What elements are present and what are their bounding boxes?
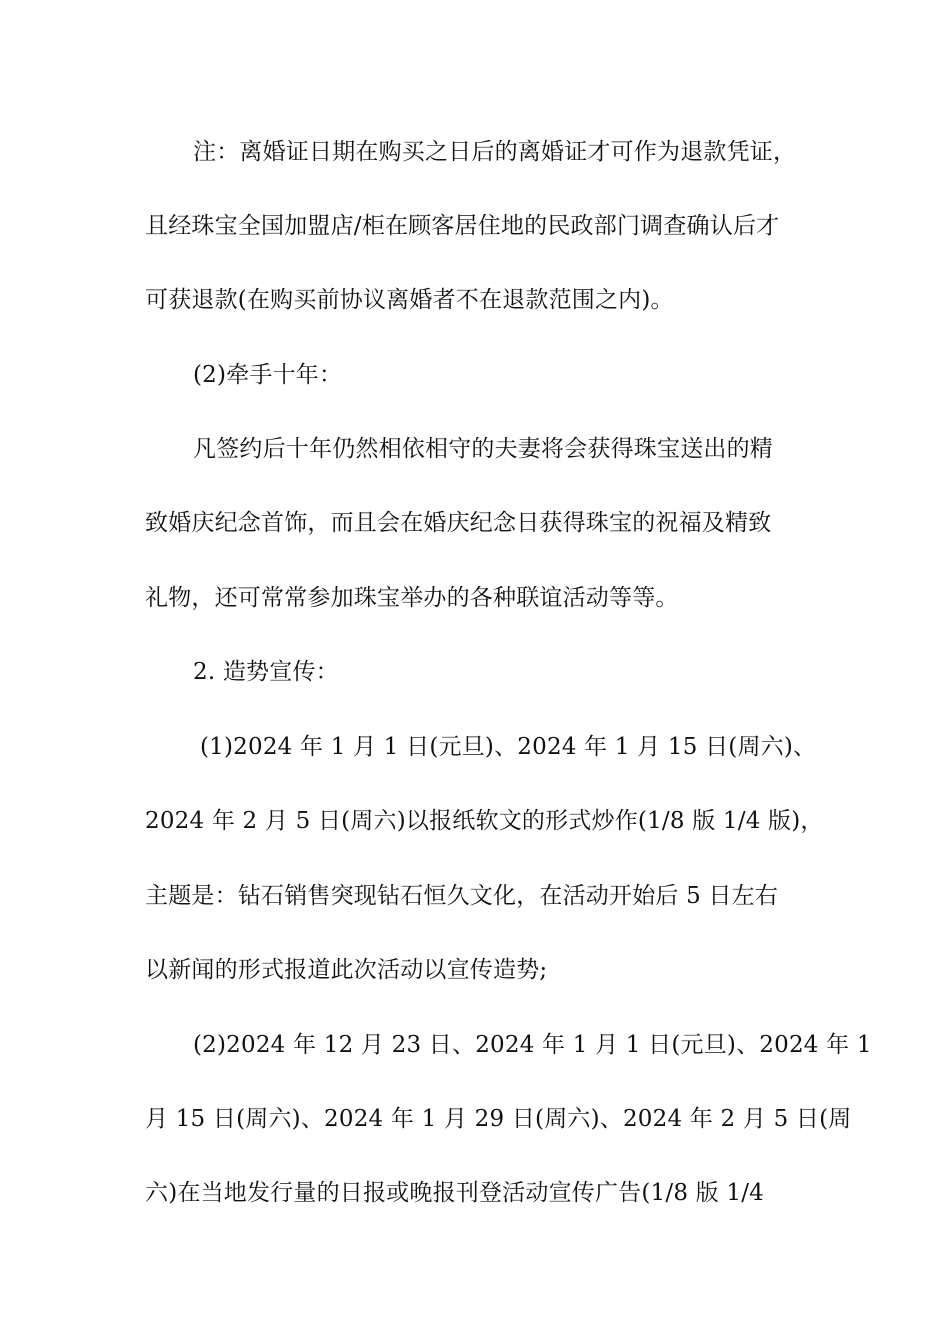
paragraph-line: 礼物，还可常常参加珠宝举办的各种联谊活动等等。 bbox=[145, 585, 679, 611]
paragraph-line: 六)在当地发行量的日报或晚报刊登活动宣传广告(1/8 版 1/4 bbox=[145, 1180, 764, 1206]
paragraph-line: 可获退款(在购买前协议离婚者不在退款范围之内)。 bbox=[145, 287, 674, 313]
paragraph-line: 且经珠宝全国加盟店/柜在顾客居住地的民政部门调查确认后才 bbox=[145, 213, 780, 239]
paragraph-line: (2)2024 年 12 月 23 日、2024 年 1 月 1 日(元旦)、2024 年 1 bbox=[193, 1032, 872, 1058]
section-heading: 2. 造势宣传： bbox=[193, 659, 339, 685]
paragraph-line: 月 15 日(周六)、2024 年 1 月 29 日(周六)、2024 年 2 月 5 日(周 bbox=[145, 1106, 852, 1132]
paragraph-line: (1)2024 年 1 月 1 日(元旦)、2024 年 1 月 15 日(周六)、 bbox=[200, 734, 817, 760]
paragraph-line: 2024 年 2 月 5 日(周六)以报纸软文的形式炒作(1/8 版 1/4 版)， bbox=[145, 808, 824, 834]
paragraph-line: 致婚庆纪念首饰，而且会在婚庆纪念日获得珠宝的祝福及精致 bbox=[145, 510, 772, 536]
paragraph-line: 注：离婚证日期在购买之日后的离婚证才可作为退款凭证， bbox=[193, 139, 797, 165]
paragraph-line: 以新闻的形式报道此次活动以宣传造势; bbox=[145, 957, 548, 983]
paragraph-line: 主题是：钻石销售突现钻石恒久文化，在活动开始后 5 日左右 bbox=[145, 883, 779, 909]
section-heading: (2)牵手十年： bbox=[193, 362, 343, 388]
paragraph-line: 凡签约后十年仍然相依相守的夫妻将会获得珠宝送出的精 bbox=[193, 436, 773, 462]
